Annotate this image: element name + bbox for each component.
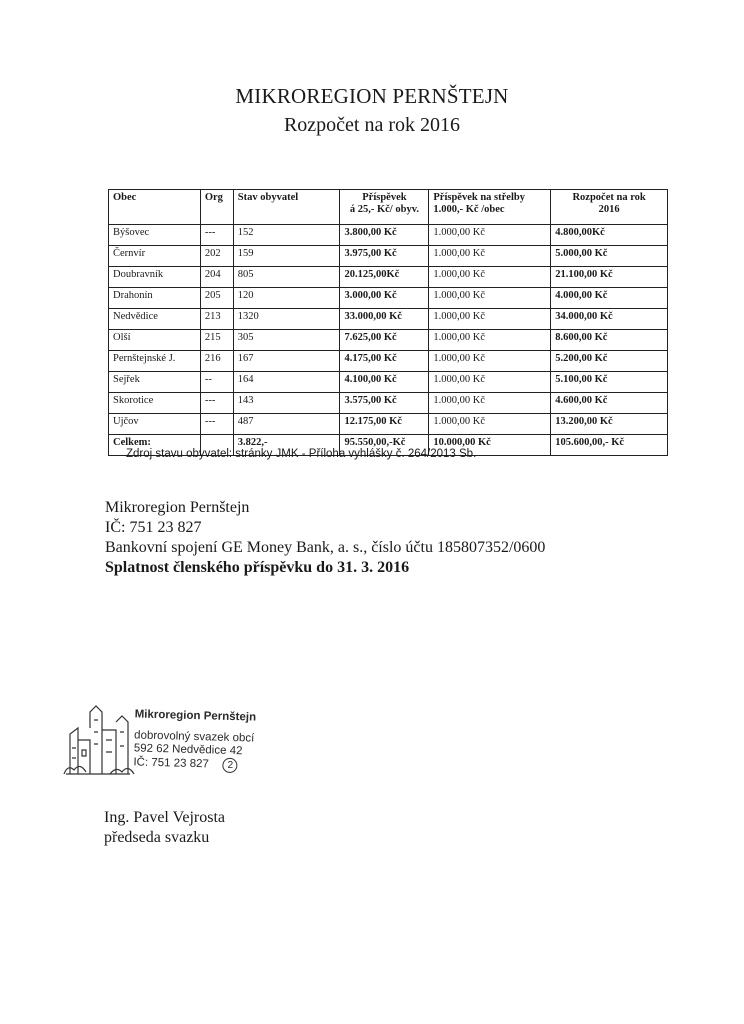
cell-prispevek: 3.575,00 Kč <box>340 393 429 414</box>
contact-bank: Bankovní spojení GE Money Bank, a. s., číslo účtu 185807352/0600 <box>105 539 546 556</box>
document-subtitle: Rozpočet na rok 2016 <box>283 114 461 136</box>
total-stav: 3.822,- <box>233 435 340 456</box>
cell-org: 204 <box>200 267 233 288</box>
cell-rozpocet: 5.000,00 Kč <box>551 246 668 267</box>
signatory-name: Ing. Pavel Vejrosta <box>104 809 226 826</box>
source-note: Zdroj stavu obyvatel: stránky JMK - Příloha vyhlášky č. 264/2013 Sb. <box>126 448 477 460</box>
cell-org: 213 <box>200 309 233 330</box>
cell-rozpocet: 34.000,00 Kč <box>551 309 668 330</box>
organization-stamp <box>60 700 290 800</box>
cell-rozpocet: 8.600,00 Kč <box>551 330 668 351</box>
cell-strelby: 1.000,00 Kč <box>429 351 551 372</box>
stamp-line-1: dobrovolný svazek obcí <box>133 729 255 745</box>
cell-stav: 305 <box>233 330 340 351</box>
cell-stav: 152 <box>233 225 340 246</box>
signatory-role: předseda svazku <box>104 829 210 846</box>
cell-prispevek: 4.100,00 Kč <box>340 372 429 393</box>
cell-org: 216 <box>200 351 233 372</box>
budget-table <box>108 189 668 456</box>
cell-obec: Nedvědice <box>109 309 201 330</box>
cell-prispevek: 3.800,00 Kč <box>340 225 429 246</box>
header-strelby <box>429 190 551 225</box>
cell-stav: 164 <box>233 372 340 393</box>
cell-rozpocet: 4.800,00Kč <box>551 225 668 246</box>
cell-obec: Býšovec <box>109 225 201 246</box>
cell-rozpocet: 5.100,00 Kč <box>551 372 668 393</box>
cell-strelby: 1.000,00 Kč <box>429 393 551 414</box>
cell-obec: Černvír <box>109 246 201 267</box>
cell-prispevek: 20.125,00Kč <box>340 267 429 288</box>
table-row <box>109 309 668 330</box>
cell-strelby: 1.000,00 Kč <box>429 330 551 351</box>
table-row <box>109 225 668 246</box>
header-rozpocet-line2: 2016 <box>598 204 620 215</box>
cell-prispevek: 4.175,00 Kč <box>340 351 429 372</box>
header-rozpocet <box>551 190 668 225</box>
contact-deadline: Splatnost členského příspěvku do 31. 3. 2016 <box>105 559 410 576</box>
cell-strelby: 1.000,00 Kč <box>429 225 551 246</box>
stamp-title: Mikroregion Pernštejn <box>134 708 257 724</box>
document-title: MIKROREGION PERNŠTEJN <box>235 84 509 108</box>
cell-org: --- <box>200 393 233 414</box>
cell-prispevek: 33.000,00 Kč <box>340 309 429 330</box>
cell-obec: Pernštejnské J. <box>109 351 201 372</box>
table-row <box>109 414 668 435</box>
cell-rozpocet: 4.000,00 Kč <box>551 288 668 309</box>
cell-rozpocet: 13.200,00 Kč <box>551 414 668 435</box>
signature-block <box>104 808 225 848</box>
table-row <box>109 393 668 414</box>
cell-org: --- <box>200 225 233 246</box>
cell-strelby: 1.000,00 Kč <box>429 246 551 267</box>
cell-obec: Skorotice <box>109 393 201 414</box>
cell-prispevek: 7.625,00 Kč <box>340 330 429 351</box>
cell-prispevek: 3.975,00 Kč <box>340 246 429 267</box>
header-strelby-line2: 1.000,- Kč /obec <box>433 204 505 215</box>
table-header-row <box>109 190 668 225</box>
cell-org: -- <box>200 372 233 393</box>
cell-rozpocet: 4.600,00 Kč <box>551 393 668 414</box>
cell-org: 202 <box>200 246 233 267</box>
contact-ic: IČ: 751 23 827 <box>105 519 202 536</box>
contact-name: Mikroregion Pernštejn <box>105 499 250 516</box>
cell-prispevek: 12.175,00 Kč <box>340 414 429 435</box>
header-rozpocet-line1: Rozpočet na rok <box>572 192 646 203</box>
cell-org: 205 <box>200 288 233 309</box>
cell-org: 215 <box>200 330 233 351</box>
cell-stav: 143 <box>233 393 340 414</box>
header-strelby-line1: Příspěvek na střelby <box>433 192 525 203</box>
stamp-line-3 <box>133 755 255 773</box>
cell-stav: 1320 <box>233 309 340 330</box>
header-prispevek <box>340 190 429 225</box>
cell-obec: Ujčov <box>109 414 201 435</box>
cell-prispevek: 3.000,00 Kč <box>340 288 429 309</box>
header-prispevek-line1: Příspěvek <box>362 192 407 203</box>
cell-obec: Doubravník <box>109 267 201 288</box>
stamp-text <box>133 708 256 773</box>
cell-stav: 120 <box>233 288 340 309</box>
stamp-line-2: 592 62 Nedvědice 42 <box>133 742 243 758</box>
cell-obec: Drahonín <box>109 288 201 309</box>
stamp-ic: IČ: 751 23 827 <box>133 756 210 771</box>
table-row <box>109 372 668 393</box>
cell-obec: Olší <box>109 330 201 351</box>
cell-stav: 805 <box>233 267 340 288</box>
cell-stav: 159 <box>233 246 340 267</box>
stamp-number: 2 <box>223 758 238 773</box>
cell-strelby: 1.000,00 Kč <box>429 309 551 330</box>
cell-org: --- <box>200 414 233 435</box>
header-prispevek-line2: á 25,- Kč/ obyv. <box>349 204 419 215</box>
total-prispevek: 95.550,00,-Kč <box>340 435 429 456</box>
cell-stav: 487 <box>233 414 340 435</box>
table-row <box>109 330 668 351</box>
total-strelby: 10.000,00 Kč <box>429 435 551 456</box>
cell-strelby: 1.000,00 Kč <box>429 288 551 309</box>
cell-rozpocet: 5.200,00 Kč <box>551 351 668 372</box>
header-org: Org <box>200 190 233 225</box>
table-row <box>109 267 668 288</box>
contact-block <box>105 498 545 578</box>
table-row <box>109 288 668 309</box>
total-label: Celkem: <box>109 435 201 456</box>
table-row <box>109 246 668 267</box>
cell-stav: 167 <box>233 351 340 372</box>
cell-rozpocet: 21.100,00 Kč <box>551 267 668 288</box>
table-row <box>109 351 668 372</box>
cell-strelby: 1.000,00 Kč <box>429 372 551 393</box>
castle-drawing <box>60 700 136 780</box>
header-stav: Stav obyvatel <box>233 190 340 225</box>
cell-strelby: 1.000,00 Kč <box>429 267 551 288</box>
cell-obec: Sejřek <box>109 372 201 393</box>
cell-strelby: 1.000,00 Kč <box>429 414 551 435</box>
header-obec: Obec <box>109 190 201 225</box>
total-rozpocet: 105.600,00,- Kč <box>551 435 668 456</box>
